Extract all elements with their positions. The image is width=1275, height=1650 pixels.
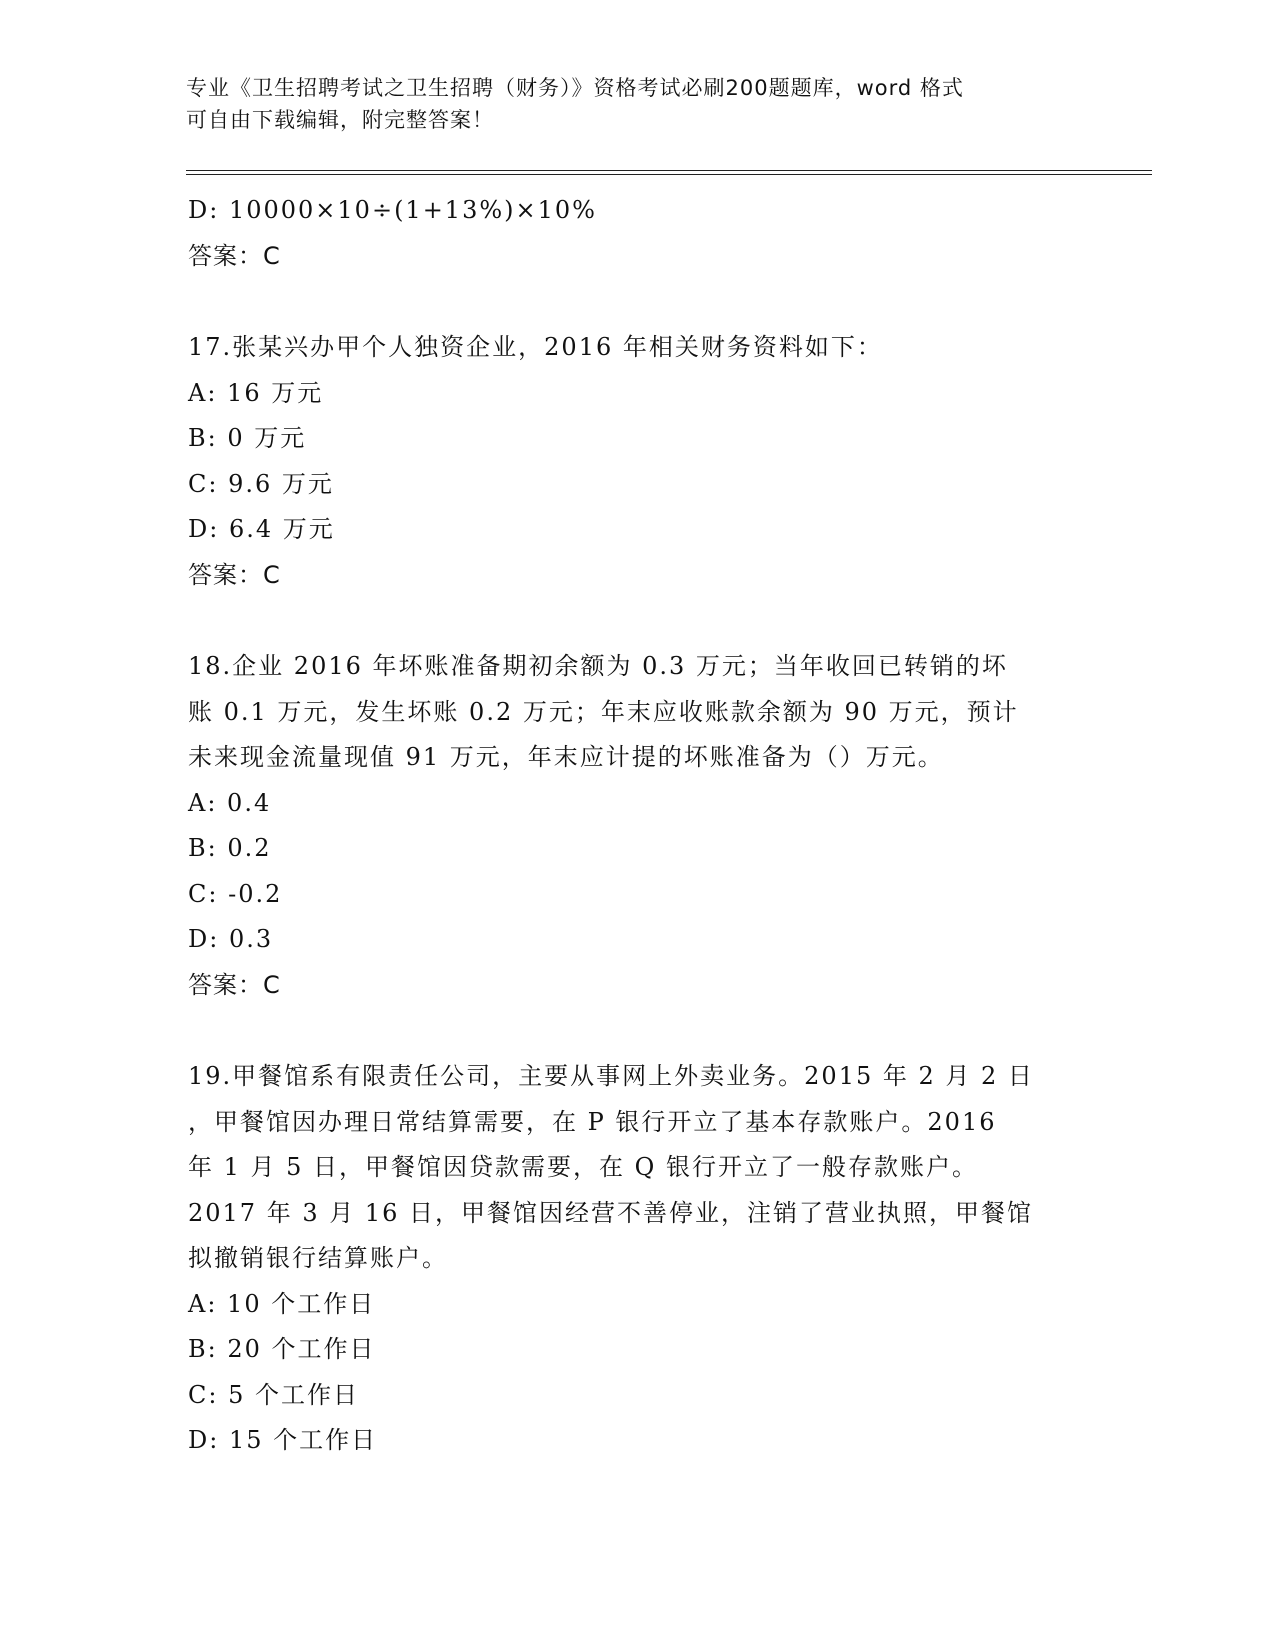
option-d: D: 0.3: [188, 925, 274, 953]
option-a: A: 10 个工作日: [188, 1289, 376, 1318]
option-a: A: 16 万元: [188, 378, 324, 407]
prev-option-d: D: 10000×10÷(1+13%)×10%: [188, 196, 597, 224]
option-b: B: 0.2: [188, 834, 272, 862]
header-line-2: 可自由下载编辑，附完整答案！: [186, 108, 494, 132]
prev-answer: 答案：C: [188, 241, 281, 270]
question-text: 2017 年 3 月 16 日，甲餐馆因经营不善停业，注销了营业执照，甲餐馆: [188, 1198, 1034, 1227]
question-text: 拟撤销银行结算账户。: [188, 1244, 448, 1272]
option-c: C: 9.6 万元: [188, 469, 334, 498]
question-18: [188, 644, 1088, 1008]
answer: 答案：C: [188, 560, 281, 589]
question-text: 17.张某兴办甲个人独资企业，2016 年相关财务资料如下：: [188, 333, 883, 361]
question-text: 账 0.1 万元，发生坏账 0.2 万元；年末应收账款余额为 90 万元，预计: [188, 697, 1019, 726]
header-rule-bottom: [186, 174, 1152, 175]
question-text: 未来现金流量现值 91 万元，年末应计提的坏账准备为（）万元。: [188, 743, 944, 771]
question-19: [188, 1054, 1088, 1464]
option-d: D: 15 个工作日: [188, 1426, 378, 1454]
option-d: D: 6.4 万元: [188, 515, 335, 543]
document-body: [188, 188, 1088, 1464]
answer: 答案：C: [188, 970, 281, 999]
question-text: 年 1 月 5 日，甲餐馆因贷款需要，在 Q 银行开立了一般存款账户。: [188, 1153, 978, 1181]
option-a: A: 0.4: [188, 788, 272, 817]
document-header: [186, 72, 1066, 136]
option-b: B: 0 万元: [188, 424, 307, 452]
header-rule-top: [186, 170, 1152, 171]
question-text: 19.甲餐馆系有限责任公司，主要从事网上外卖业务。2015 年 2 月 2 日: [188, 1062, 1034, 1090]
option-c: C: 5 个工作日: [188, 1380, 359, 1409]
option-c: C: -0.2: [188, 879, 283, 908]
question-text: 18.企业 2016 年坏账准备期初余额为 0.3 万元；当年收回已转销的坏: [188, 652, 1008, 680]
option-b: B: 20 个工作日: [188, 1335, 376, 1363]
question-17: [188, 325, 1088, 598]
question-text: ，甲餐馆因办理日常结算需要，在 P 银行开立了基本存款账户。2016: [188, 1107, 997, 1136]
header-line-1: 专业《卫生招聘考试之卫生招聘（财务）》资格考试必刷200题题库，word 格式: [186, 76, 964, 100]
